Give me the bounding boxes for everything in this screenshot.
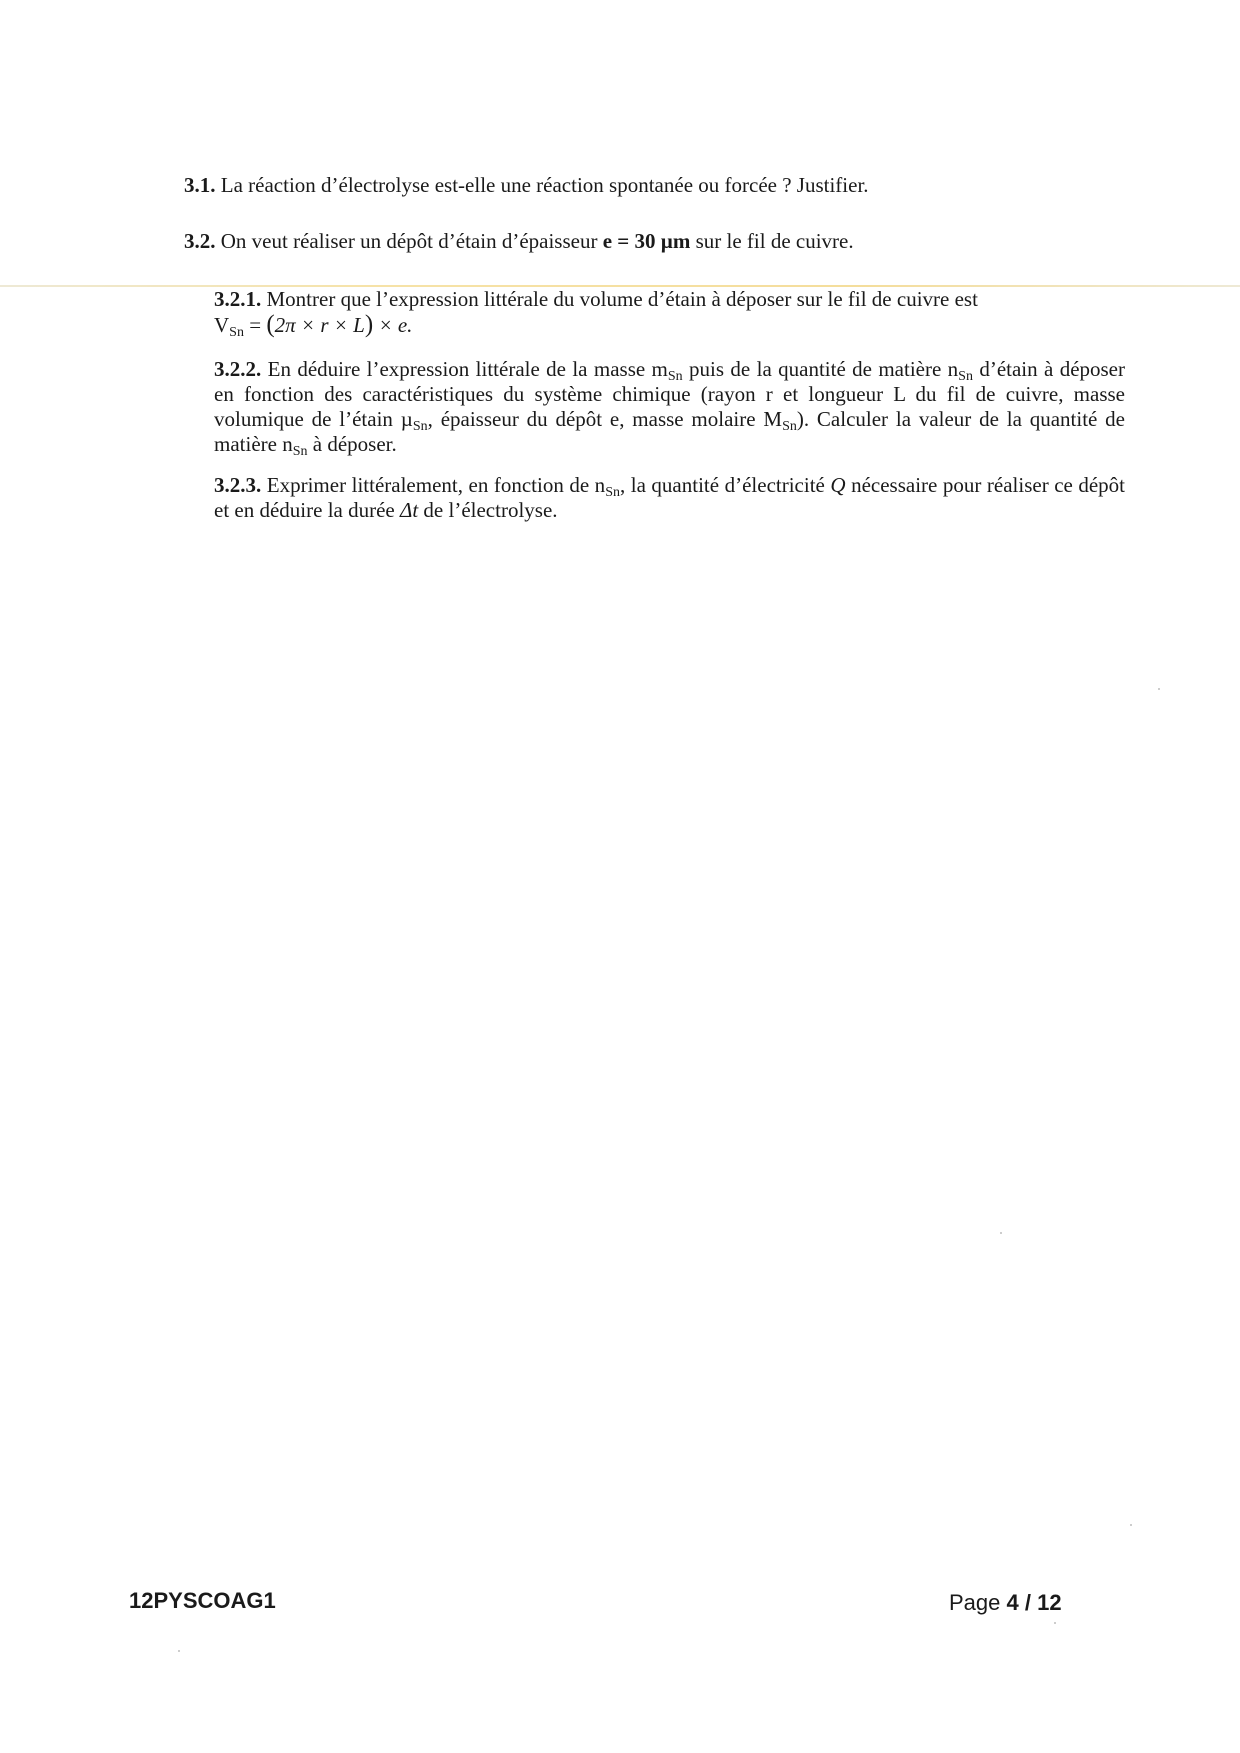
question-text: Montrer que l’expression littérale du volume d’étain à déposer sur le fil de cuivre est [266,287,978,311]
question-number: 3.2. [184,229,216,253]
question-3-1 [184,173,869,198]
scan-speck [178,1650,180,1652]
question-number: 3.1. [184,173,216,197]
question-number: 3.2.1. [214,287,262,311]
scan-speck [1000,1232,1002,1234]
charge-symbol: Q [830,473,846,497]
question-3-2 [184,229,854,254]
duration-symbol: Δt [400,498,419,522]
question-text: On veut réaliser un dépôt d’étain d’épaisseur [220,229,598,253]
page-number: Page 4 / 12 [949,1590,1062,1615]
scan-speck [1158,688,1160,690]
question-text-end: sur le fil de cuivre. [695,229,854,253]
question-3-2-1 [214,287,1125,338]
question-3-2-2: 3.2.2. En déduire l’expression littérale de la masse $m_{Sn}$ puis de la quantité de matière $n_{Sn}$ d’étain à déposer en fonction des caractéristiques du système chimique (rayon r et longueur L du fil de cuivre, masse volumique de l’étain µ$_{Sn}$, épaisseur du dépôt e, masse molaire $M_{Sn}$). Calculer la valeur de la quantité de matière $n_{Sn}$ à déposer. [214,357,1125,459]
question-number: 3.2.2. [214,357,262,381]
volume-formula: $V_{Sn} = (2\pi \times r \times L) \times e$. [214,311,413,340]
question-number: 3.2.3. [214,473,262,497]
question-text: La réaction d’électrolyse est-elle une réaction spontanée ou forcée ? Justifier. [220,173,869,197]
question-3-2-3: 3.2.3. Exprimer littéralement, en fonction de $n_{Sn}$, la quantité d’électricité Q nécessaire pour réaliser ce dépôt et en déduire la durée Δt de l’électrolyse. [214,473,1126,522]
scan-speck [1130,1524,1132,1526]
scan-speck [1054,1622,1056,1624]
thickness-value: e = 30 µm [602,229,691,253]
exam-code: 12PYSCOAG1 [129,1588,276,1613]
